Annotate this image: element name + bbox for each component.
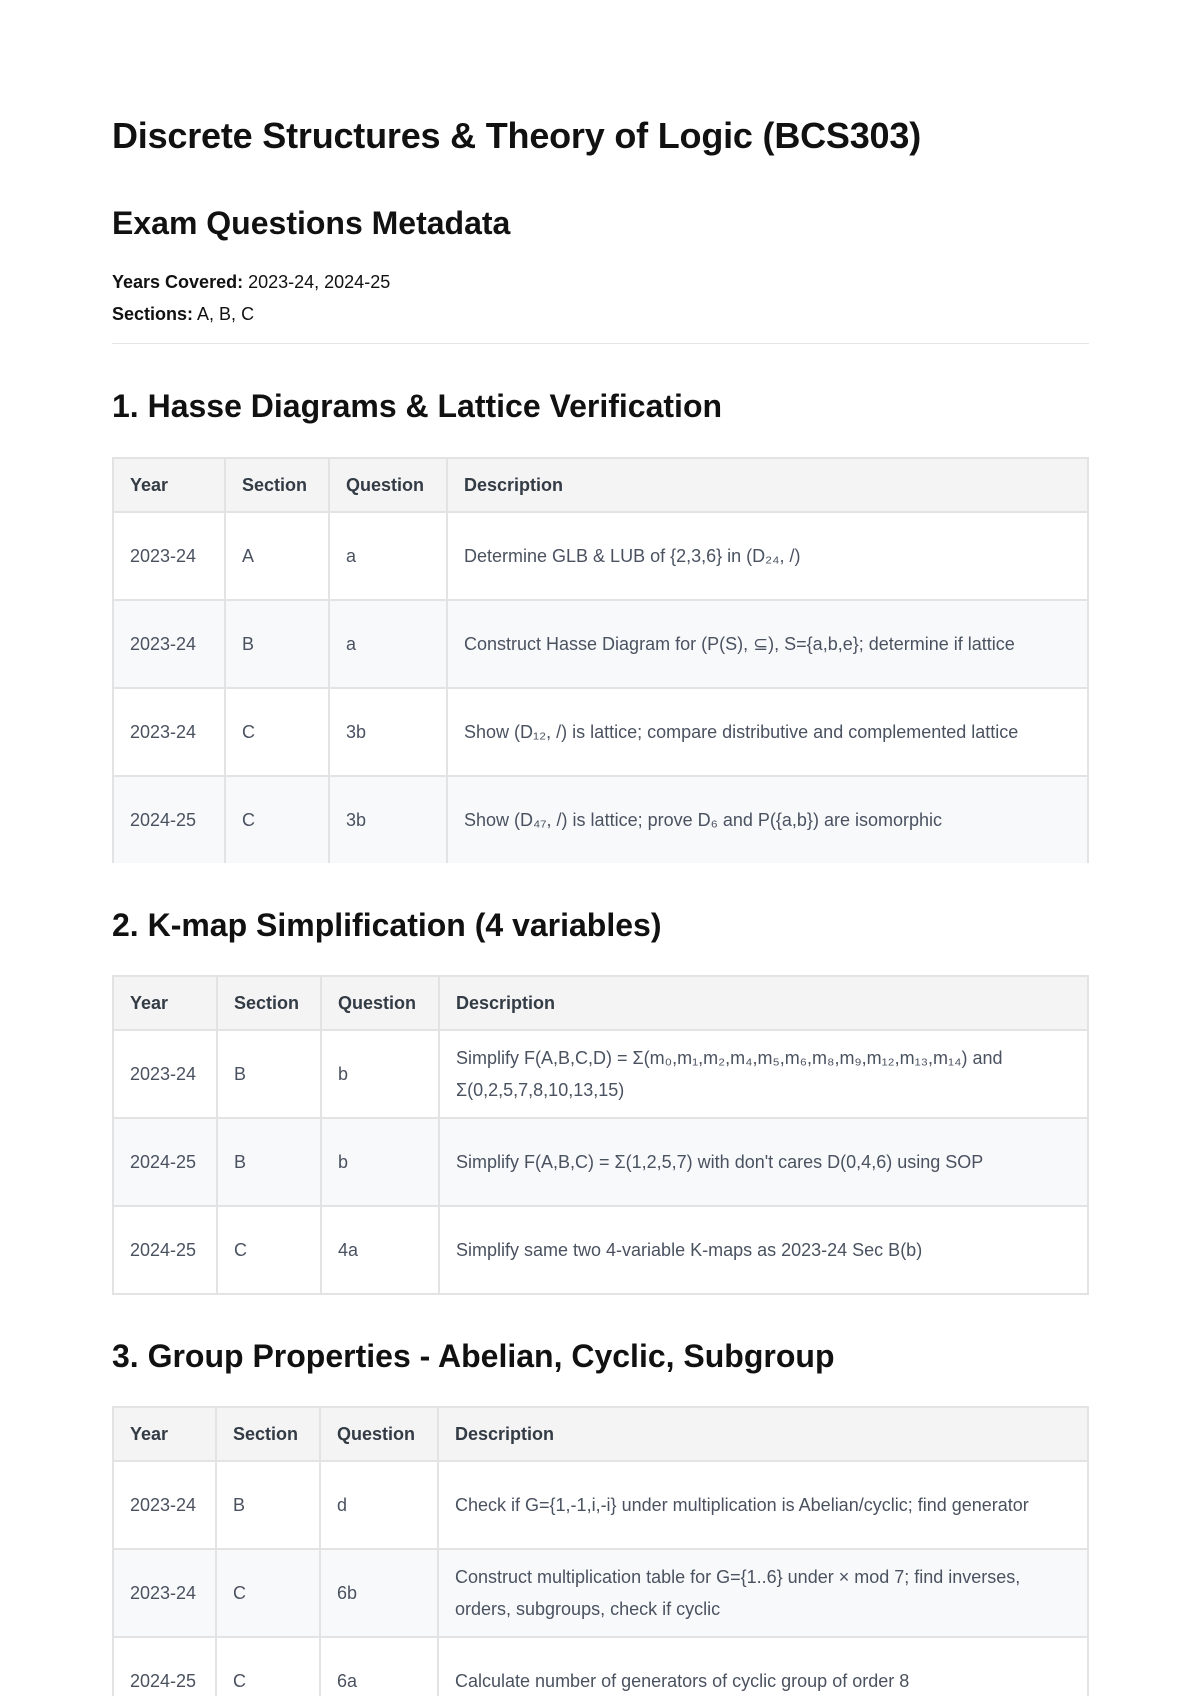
column-header-section: Section (216, 1407, 320, 1461)
cell-section: C (216, 1637, 320, 1696)
cell-year: 2024-25 (113, 776, 225, 863)
table-row (113, 512, 1088, 600)
cell-year: 2024-25 (113, 1206, 217, 1294)
table-hasse-wrapper (112, 457, 1089, 863)
table-row (113, 1206, 1088, 1294)
cell-question: b (321, 1118, 439, 1206)
table-kmap (112, 975, 1089, 1295)
cell-description: Simplify F(A,B,C,D) = Σ(m₀,m₁,m₂,m₄,m₅,m₆,m₈,m₉,m₁₂,m₁₃,m₁₄) and Σ(0,2,5,7,8,10,13,15) (439, 1030, 1088, 1118)
cell-description: Construct Hasse Diagram for (P(S), ⊆), S={a,b,e}; determine if lattice (447, 600, 1088, 688)
cell-section: B (217, 1118, 321, 1206)
document-subtitle: Exam Questions Metadata (112, 205, 511, 241)
cell-section: B (225, 600, 329, 688)
column-header-section: Section (217, 976, 321, 1030)
cell-section: B (217, 1030, 321, 1118)
section-heading-kmap: 2. K-map Simplification (4 variables) (112, 907, 662, 943)
cell-section: B (216, 1461, 320, 1549)
cell-description: Construct multiplication table for G={1..6} under × mod 7; find inverses, orders, subgroups, check if cyclic (438, 1549, 1088, 1637)
cell-description: Simplify same two 4-variable K-maps as 2023-24 Sec B(b) (439, 1206, 1088, 1294)
section-heading-group: 3. Group Properties - Abelian, Cyclic, Subgroup (112, 1338, 835, 1374)
table-row (113, 688, 1088, 776)
cell-description: Determine GLB & LUB of {2,3,6} in (D₂₄, /) (447, 512, 1088, 600)
table-header-row (113, 458, 1088, 512)
years-covered-value: 2023-24, 2024-25 (248, 272, 391, 292)
table-row (113, 600, 1088, 688)
cell-year: 2023-24 (113, 1549, 216, 1637)
table-row (113, 1549, 1088, 1637)
cell-question: d (320, 1461, 438, 1549)
column-header-description: Description (438, 1407, 1088, 1461)
table-group-wrapper (112, 1406, 1089, 1696)
table-row (113, 776, 1088, 863)
cell-year: 2023-24 (113, 512, 225, 600)
column-header-year: Year (113, 1407, 216, 1461)
cell-question: 4a (321, 1206, 439, 1294)
cell-year: 2023-24 (113, 1461, 216, 1549)
table-kmap-wrapper (112, 975, 1089, 1295)
column-header-year: Year (113, 976, 217, 1030)
column-header-section: Section (225, 458, 329, 512)
table-group (112, 1406, 1089, 1696)
cell-description: Show (D₄₇, /) is lattice; prove D₆ and P({a,b}) are isomorphic (447, 776, 1088, 863)
sections-label: Sections: (112, 304, 194, 324)
cell-question: b (321, 1030, 439, 1118)
cell-question: a (329, 600, 447, 688)
table-row (113, 1637, 1088, 1696)
years-covered-line (112, 268, 390, 296)
cell-description: Check if G={1,-1,i,-i} under multiplication is Abelian/cyclic; find generator (438, 1461, 1088, 1549)
column-header-question: Question (320, 1407, 438, 1461)
sections-value: A, B, C (197, 304, 255, 324)
table-row (113, 1118, 1088, 1206)
cell-section: A (225, 512, 329, 600)
document-title: Discrete Structures & Theory of Logic (BCS303) (112, 115, 921, 156)
cell-question: a (329, 512, 447, 600)
column-header-description: Description (447, 458, 1088, 512)
table-hasse (112, 457, 1089, 863)
cell-year: 2023-24 (113, 1030, 217, 1118)
table-row (113, 1030, 1088, 1118)
cell-question: 6b (320, 1549, 438, 1637)
table-row (113, 1461, 1088, 1549)
cell-year: 2024-25 (113, 1118, 217, 1206)
table-header-row (113, 976, 1088, 1030)
cell-year: 2024-25 (113, 1637, 216, 1696)
cell-question: 3b (329, 688, 447, 776)
cell-section: C (217, 1206, 321, 1294)
cell-section: C (225, 776, 329, 863)
section-heading-hasse: 1. Hasse Diagrams & Lattice Verification (112, 388, 723, 424)
column-header-year: Year (113, 458, 225, 512)
cell-section: C (225, 688, 329, 776)
sections-line (112, 300, 254, 328)
cell-question: 6a (320, 1637, 438, 1696)
cell-description: Simplify F(A,B,C) = Σ(1,2,5,7) with don't cares D(0,4,6) using SOP (439, 1118, 1088, 1206)
column-header-description: Description (439, 976, 1088, 1030)
cell-year: 2023-24 (113, 600, 225, 688)
column-header-question: Question (329, 458, 447, 512)
years-covered-label: Years Covered: (112, 272, 244, 292)
cell-description: Show (D₁₂, /) is lattice; compare distributive and complemented lattice (447, 688, 1088, 776)
cell-year: 2023-24 (113, 688, 225, 776)
cell-question: 3b (329, 776, 447, 863)
cell-description: Calculate number of generators of cyclic group of order 8 (438, 1637, 1088, 1696)
column-header-question: Question (321, 976, 439, 1030)
divider (112, 343, 1089, 344)
cell-section: C (216, 1549, 320, 1637)
table-header-row (113, 1407, 1088, 1461)
